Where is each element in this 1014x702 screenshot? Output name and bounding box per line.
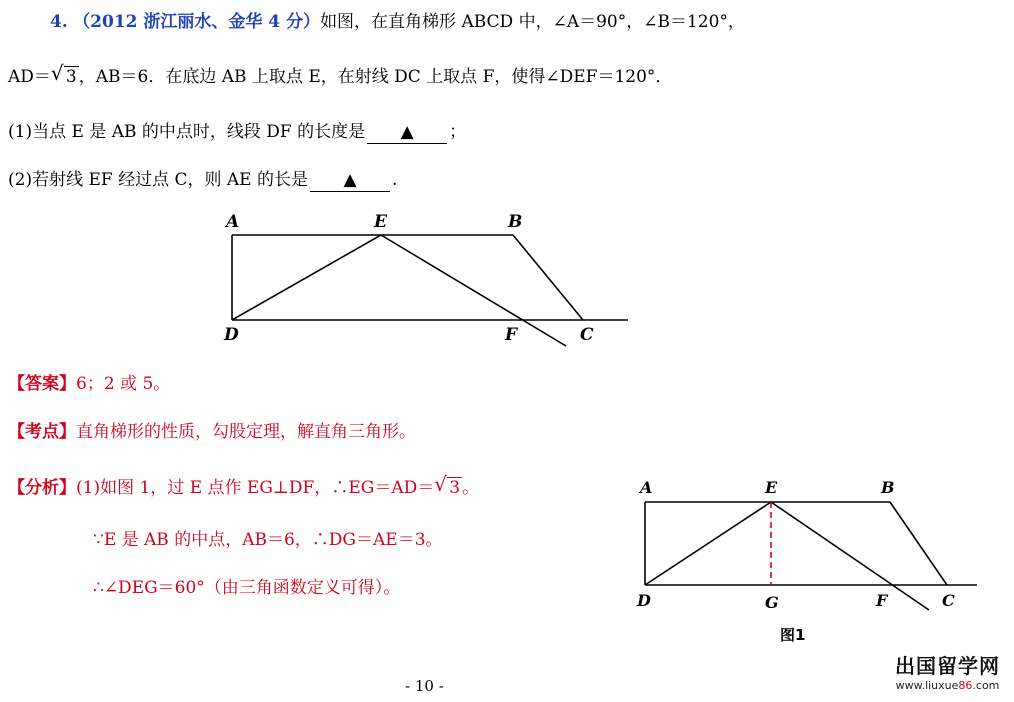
answer-line [8,373,170,395]
label-C: C [580,325,594,345]
figure-1 [625,470,985,650]
watermark-url: www.liuxue86.com [895,679,1000,692]
site-watermark [895,650,1000,692]
label-D: D [224,325,239,345]
fig1-label-B: B [881,478,895,497]
ray-EF [381,235,566,346]
analysis-line-2: ∵E 是 AB 的中点，AB＝6，∴DG＝AE＝3。 [93,530,443,550]
fig1-segment-BC [890,502,947,585]
fig1-label-F: F [876,591,888,610]
watermark-site-name: 出国留学网 [895,654,1000,678]
answer-text: 6；2 或 5。 [76,374,171,394]
knowledge-text: 直角梯形的性质，勾股定理，解直角三角形。 [76,422,416,442]
problem-text-1: 如图，在直角梯形 ABCD 中，∠A＝90°，∠B＝120°， [320,12,745,32]
answer-blank-1: ▲ [367,121,447,144]
answer-tag: 【答案】 [8,374,76,394]
fig1-label-E: E [765,478,778,497]
fig1-label-C: C [942,591,955,610]
fig1-ray-EF [771,502,929,610]
fig1-label-G: G [765,593,779,612]
question-2: (2)若射线 EF 经过点 C，则 AE 的长是 ▲ . [8,170,398,190]
figure-main [200,200,640,355]
sqrt-expression: √ 3 [50,61,77,87]
problem-line-1 [50,11,745,33]
fig1-label-A: A [640,478,653,497]
fig1-segment-DE [645,502,771,585]
segment-DE [232,235,381,320]
sqrt-expression-2: √ 3 [434,472,461,498]
label-B: B [508,212,523,232]
page-number: - 10 - [405,677,444,695]
fig1-label-D: D [637,591,651,610]
problem-line-2: AD＝ √ 3 ，AB＝6．在底边 AB 上取点 E，在射线 DC 上取点 F，使得∠DEF＝120°． [8,61,673,87]
segment-BC [513,235,583,320]
problem-number: 4. [50,12,68,32]
answer-blank-2: ▲ [310,169,390,192]
problem-source: （2012 浙江丽水、金华 4 分） [73,12,321,32]
label-A: A [226,212,240,232]
knowledge-line [8,421,416,443]
knowledge-tag: 【考点】 [8,422,76,442]
analysis-line-3: ∴∠DEG＝60°（由三角函数定义可得）。 [93,578,401,598]
label-F: F [505,325,518,345]
analysis-tag: 【分析】 [8,478,76,498]
question-1: (1)当点 E 是 AB 的中点时，线段 DF 的长度是 ▲ ； [8,122,467,142]
label-E: E [374,212,387,232]
analysis-line-1: 【分析】(1)如图 1，过 E 点作 EG⊥DF，∴EG＝AD＝ √ 3 。 [8,472,480,498]
fig1-caption: 图1 [780,626,806,644]
